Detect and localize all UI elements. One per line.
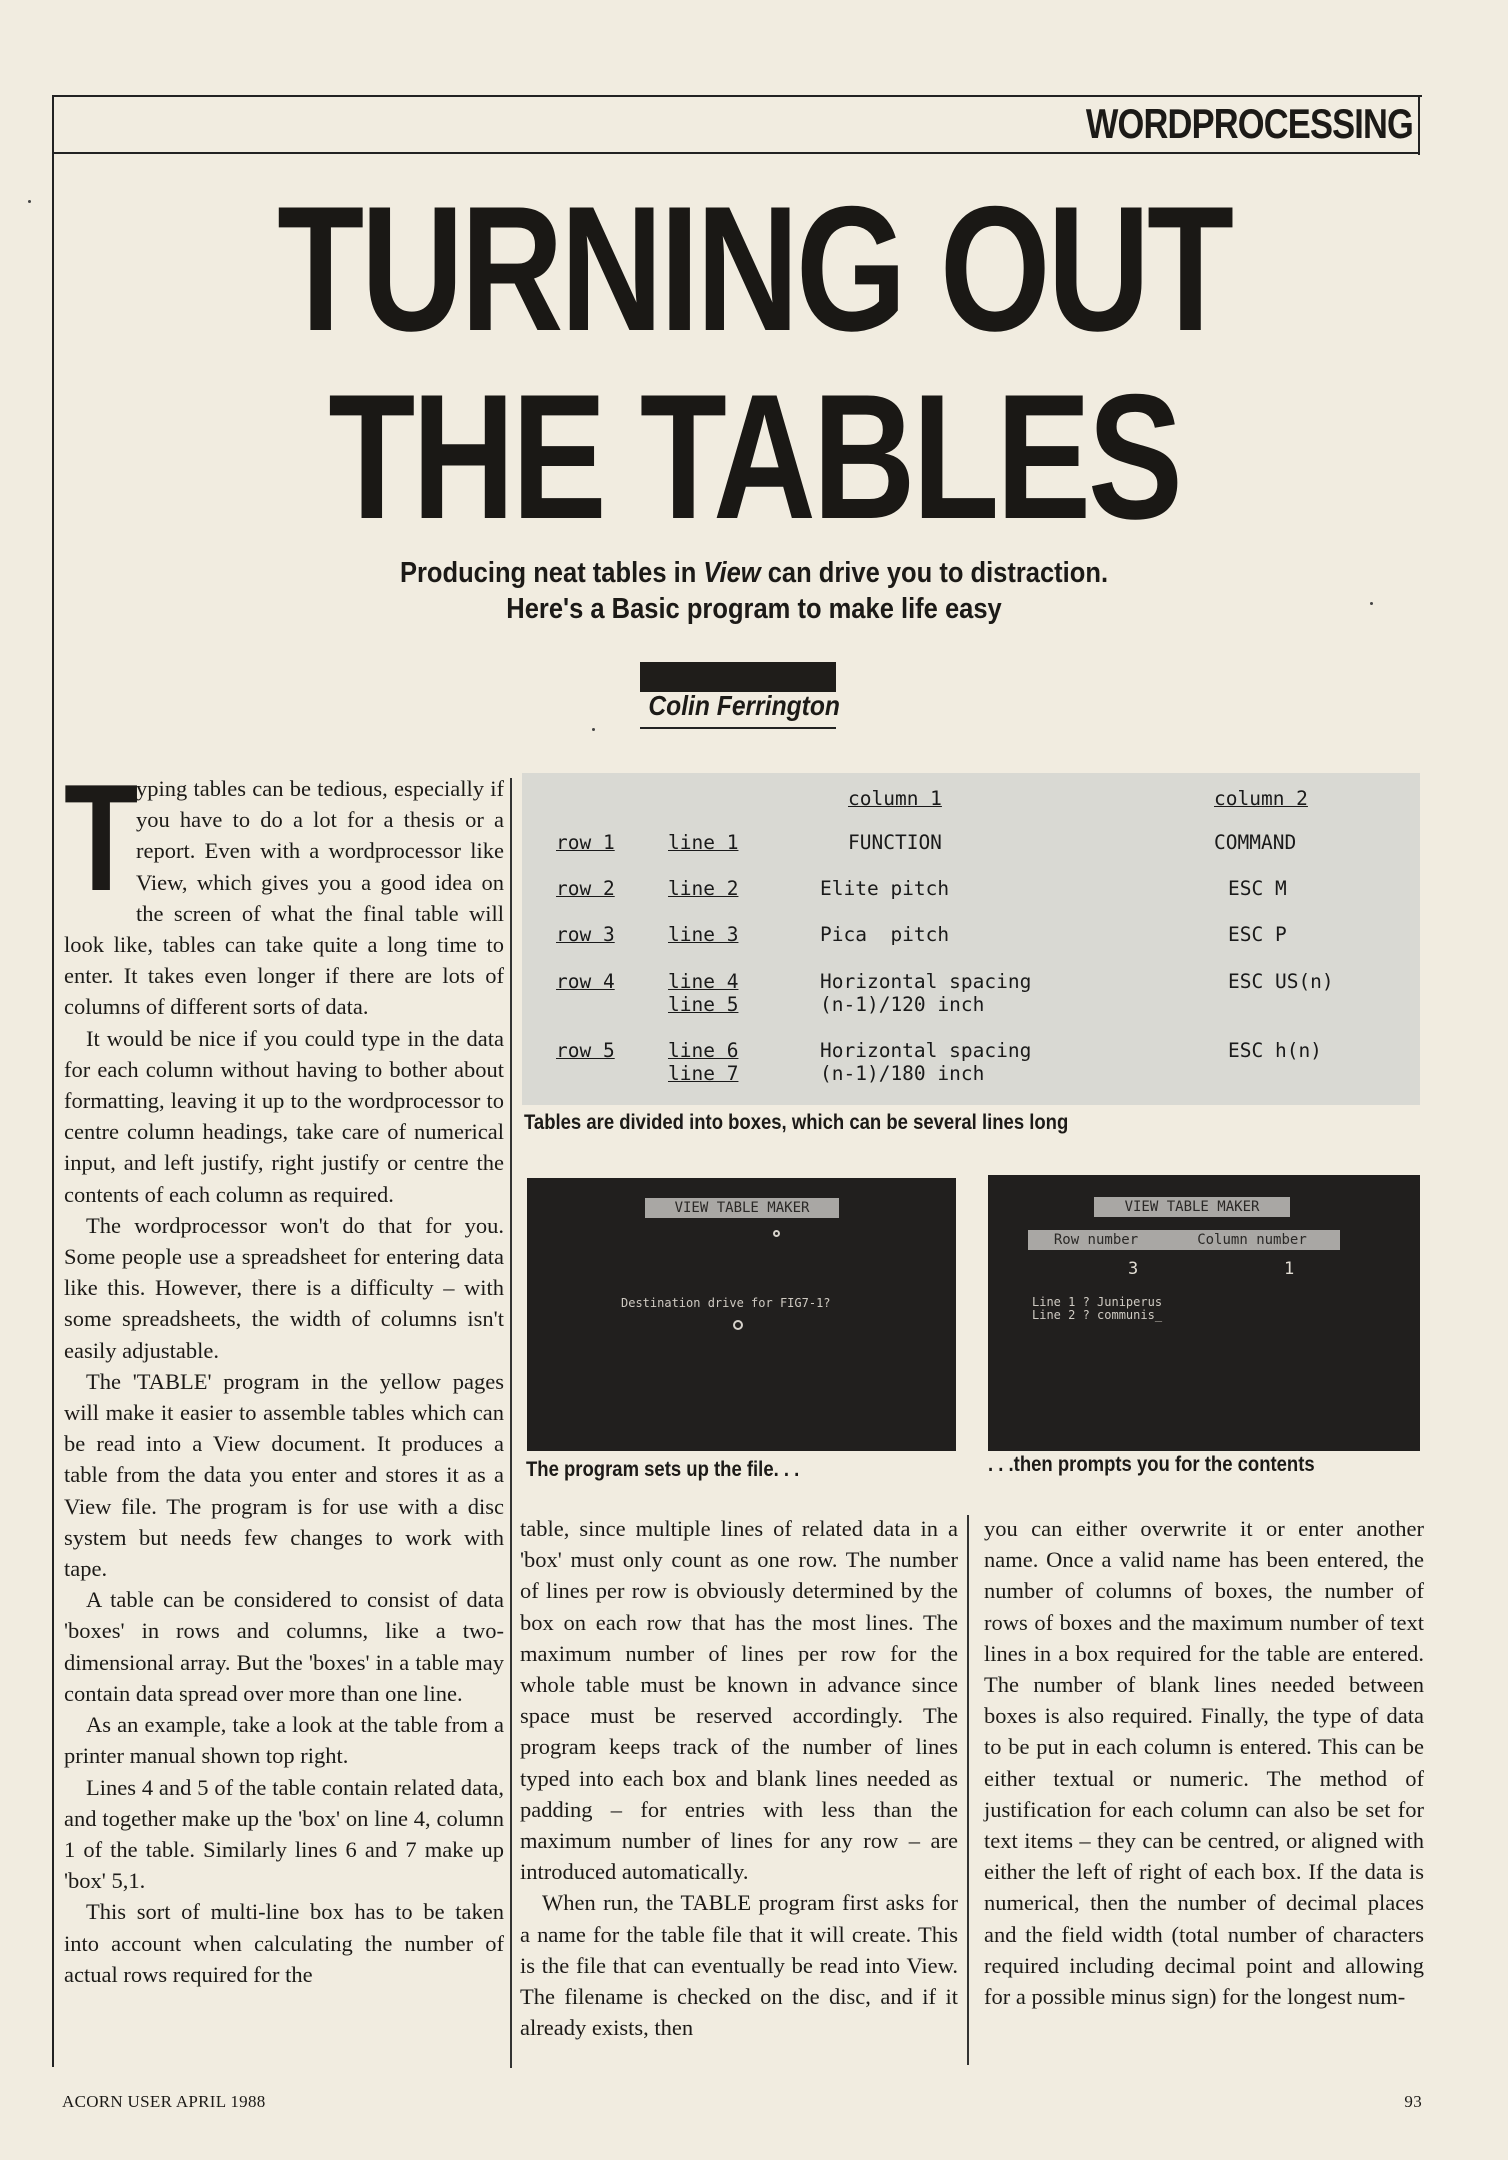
paragraph: The wordprocessor won't do that for you. Some people use a spreadsheet for entering data like this. However, there is a difficulty – with some spreadsheets, the width of columns isn't easily adjustable. [64, 1212, 504, 1363]
section-rule [52, 152, 1420, 154]
print-speck [592, 728, 595, 731]
table-caption: Tables are divided into boxes, which can be several lines long [524, 1110, 1069, 1134]
table-cell: ESC h(n) [1228, 1039, 1322, 1062]
paragraph: This sort of multi-line box has to be taken into account when calculating the number of actual rows required for the [64, 1899, 504, 1987]
line-label: line 2 [668, 877, 739, 900]
standfirst [90, 555, 1417, 627]
author-byline: Colin Ferrington [648, 690, 840, 721]
table-cell: ESC US(n) [1228, 970, 1334, 993]
table-cell: Horizontal spacing [820, 1039, 1032, 1062]
article-column-2 [520, 1513, 958, 2043]
table-cell: FUNCTION [848, 831, 942, 854]
screen-prompt: Destination drive for FIG7-1? [621, 1296, 831, 1310]
screen-dot [773, 1230, 780, 1237]
line-label: line 7 [668, 1062, 739, 1085]
line-label: line 3 [668, 923, 739, 946]
screen1-caption: The program sets up the file. . . [526, 1457, 800, 1481]
cursor-dot [733, 1320, 743, 1330]
column-2-header: column 2 [1214, 787, 1308, 810]
table-cell: ESC P [1228, 923, 1287, 946]
standfirst-line-2: Here's a Basic program to make life easy [506, 593, 1002, 625]
line-label: line 1 [668, 831, 739, 854]
paragraph: The 'TABLE' program in the yellow pages will make it easier to assemble tables which can be read into a View document. It produces a table from the data you enter and stores it as a View file. The program is for use with a disc system but needs few changes to work with tape. [64, 1368, 504, 1582]
paragraph: table, since multiple lines of related data in a 'box' must only count as one row. The number of lines per row is obviously determined by the box on each row that has the most lines. The maximum number of lines per row for the whole table must be known in advance since space must be reserved accordingly. The program keeps track of the number of lines typed into each box and blank lines needed as padding – for entries with less than the maximum number of lines for any row – are introduced automatically. [520, 1516, 958, 1885]
paragraph: you can either overwrite it or enter another name. Once a valid name has been entered, the number of columns of boxes, the number of rows of boxes and the maximum number of text lines in a box required for the table are entered. The number of blank lines needed between boxes is also required. Finally, the type of data to be put in each column is entered. This can be either textual or numeric. The method of justification for each column can also be set for text items – they can be centred, or aligned with either the left of right of each box. If the data is numerical, then the number of decimal places and the field width (total number of characters required including decimal point and allowing for a possible minus sign) for the longest num- [984, 1516, 1424, 2010]
screen2-caption: . . .then prompts you for the contents [988, 1452, 1315, 1476]
paragraph: Lines 4 and 5 of the table contain related data, and together make up the 'box' on line 4, column 1 of the table. Similarly lines 6 and 7 make up 'box' 5,1. [64, 1774, 504, 1894]
table-cell: (n-1)/120 inch [820, 993, 985, 1016]
byline-rule [640, 727, 836, 729]
row-number-value: 3 [1128, 1259, 1139, 1279]
paragraph-text: yping tables can be tedious, especially if you have to do a lot for a thesis or a report. Even with a wordprocessor like View, which gives you a good idea on the screen of what the final table will look like, tables can take quite a long time to enter. It takes even longer if there are lots of columns of different sorts of data. [64, 776, 504, 1020]
screen-line: Line 2 ? communis_ [1032, 1308, 1163, 1322]
row-label: row 3 [556, 923, 615, 946]
row-label: row 5 [556, 1039, 615, 1062]
screen-line: Line 1 ? Juniperus [1032, 1295, 1163, 1309]
headline-line-1: TURNING OUT [277, 169, 1231, 368]
byline-bar [640, 662, 836, 692]
table-cell: Pica pitch [820, 923, 950, 946]
row-label: row 4 [556, 970, 615, 993]
column-rule [510, 778, 512, 2068]
print-speck [28, 200, 31, 203]
table-cell: COMMAND [1214, 831, 1297, 854]
standfirst-view-italic: View [703, 557, 761, 589]
screen-title: VIEW TABLE MAKER [645, 1198, 839, 1218]
article-column-3 [984, 1513, 1424, 2012]
paragraph: A table can be considered to consist of data 'boxes' in rows and columns, like a two-dimensional array. But the 'boxes' in a table may contain data spread over more than one line. [64, 1587, 504, 1706]
column-1-header: column 1 [848, 787, 942, 810]
standfirst-part-a: Producing neat tables in [399, 557, 704, 589]
section-tag: WORDPROCESSING [1085, 100, 1413, 147]
line-label: line 4 [668, 970, 739, 993]
column-number-header: Column number [1164, 1230, 1340, 1250]
page-number: 93 [1404, 2092, 1422, 2111]
headline-line-2: THE TABLES [328, 357, 1180, 556]
table-cell: (n-1)/180 inch [820, 1062, 985, 1085]
print-speck [1370, 602, 1373, 605]
table-cell: ESC M [1228, 877, 1287, 900]
row-label: row 1 [556, 831, 615, 854]
table-cell: Elite pitch [820, 877, 950, 900]
paragraph [64, 753, 504, 1023]
row-number-header: Row number [1028, 1230, 1164, 1250]
paragraph: As an example, take a look at the table from a printer manual shown top right. [64, 1712, 504, 1769]
drop-cap: T [64, 753, 139, 923]
screen-title: VIEW TABLE MAKER [1094, 1197, 1290, 1217]
paragraph: It would be nice if you could type in the data for each column without having to bother about formatting, leaving it up to the wordprocessor to centre column headings, take care of numerical input, and left justify, right justify or centre the contents of each column as required. [64, 1025, 504, 1207]
line-label: line 5 [668, 993, 739, 1016]
column-number-value: 1 [1284, 1259, 1295, 1279]
paragraph: When run, the TABLE program first asks for a name for the table file that it will create. This is the file that can eventually be read into View. The filename is checked on the disc, and if it already exists, then [520, 1890, 958, 2041]
example-table-figure [522, 773, 1420, 1105]
standfirst-part-b: can drive you to distraction. [760, 557, 1109, 589]
table-cell: Horizontal spacing [820, 970, 1032, 993]
article-column-1 [64, 753, 504, 1990]
frame-edge [1418, 95, 1420, 155]
line-label: line 6 [668, 1039, 739, 1062]
screenshot-contents-prompt [988, 1175, 1420, 1451]
screenshot-file-setup [527, 1178, 956, 1451]
footer-publication: ACORN USER APRIL 1988 [62, 2092, 266, 2111]
column-rule [967, 1515, 969, 2065]
row-label: row 2 [556, 877, 615, 900]
